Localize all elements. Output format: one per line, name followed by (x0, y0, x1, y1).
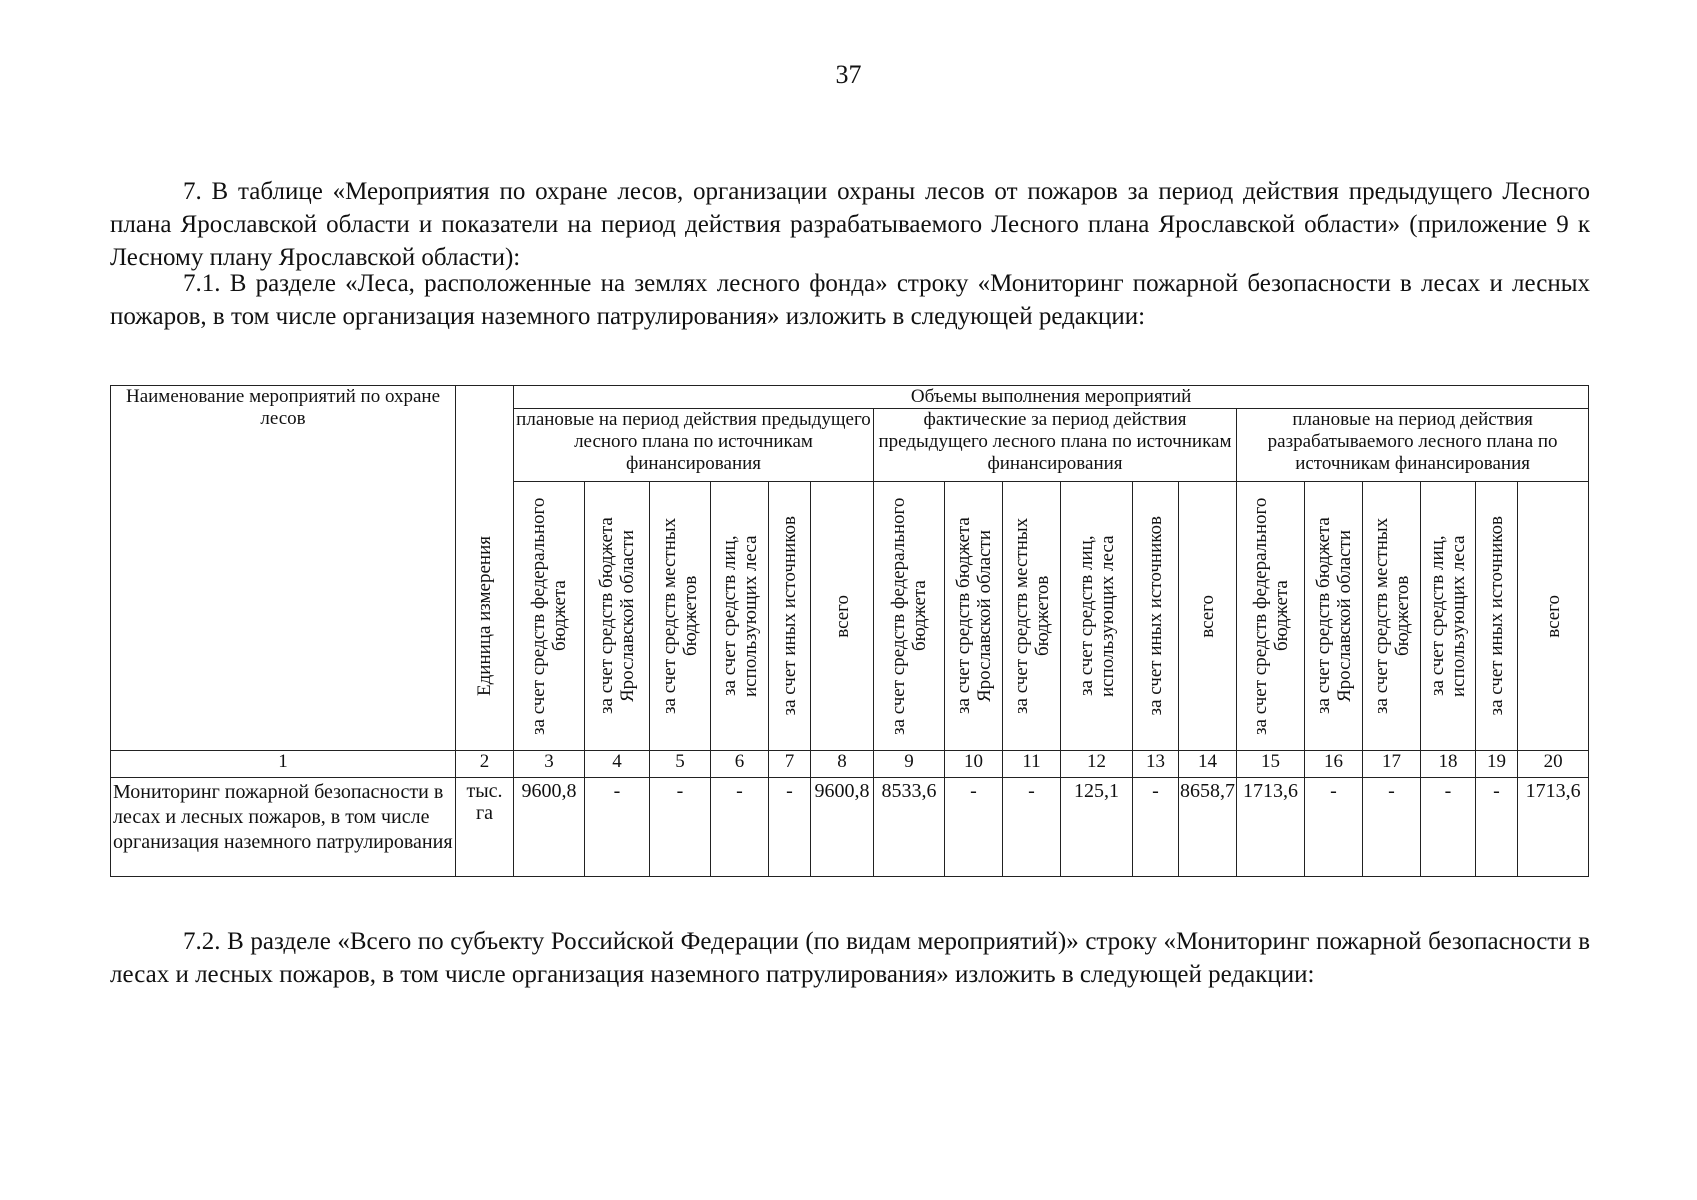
row-value: 1713,6 (1518, 778, 1589, 877)
row-value: 8533,6 (874, 778, 945, 877)
column-number: 16 (1305, 751, 1363, 778)
header-other: за счет иных источников (769, 482, 811, 751)
row-value: - (650, 778, 711, 877)
paragraph-7-text: 7. В таблице «Мероприятия по охране лесов, организации охраны лесов от пожаров за период действия предыдущего Лесного плана Ярославской области и показатели на период действия разрабатываемого Лесного плана Ярославской области» (приложение 9 к Лесному плану Ярославской области): (110, 178, 1590, 271)
header-total: всего (811, 482, 874, 751)
row-value: - (1003, 778, 1061, 877)
page-number: 37 (835, 60, 862, 89)
paragraph-7-1 (110, 267, 1590, 333)
header-forest-users: за счет средств лиц, использующих леса (1061, 482, 1133, 751)
column-number: 13 (1133, 751, 1179, 778)
column-number: 10 (945, 751, 1003, 778)
header-group-actual-previous: фактические за период действия предыдущего лесного плана по источникам финансирования (874, 409, 1237, 482)
row-value: - (945, 778, 1003, 877)
row-unit: тыс. га (456, 778, 514, 877)
column-number: 17 (1363, 751, 1421, 778)
row-value: - (1421, 778, 1476, 877)
row-value: - (585, 778, 650, 877)
header-regional: за счет средств бюджета Ярославской области (585, 482, 650, 751)
header-local: за счет средств местных бюджетов (1003, 482, 1061, 751)
paragraph-7-2 (110, 925, 1590, 991)
paragraph-7-2-text: 7.2. В разделе «Всего по субъекту Российской Федерации (по видам мероприятий)» строку «Мониторинг пожарной безопасности в лесах и лесных пожаров, в том числе организация наземного патрулирования» изложить в следующей редакции: (110, 928, 1590, 988)
column-number: 19 (1476, 751, 1518, 778)
header-total: всего (1518, 482, 1589, 751)
header-other: за счет иных источников (1476, 482, 1518, 751)
table-row (111, 778, 1589, 877)
header-federal: за счет средств федерального бюджета (874, 482, 945, 751)
row-activity-name: Мониторинг пожарной безопасности в лесах и лесных пожаров, в том числе организация наземного патрулирования (111, 778, 456, 877)
header-activity-name: Наименование мероприятий по охране лесов (111, 386, 456, 751)
paragraph-7-1-text: 7.1. В разделе «Леса, расположенные на землях лесного фонда» строку «Мониторинг пожарной безопасности в лесах и лесных пожаров, в том числе организация наземного патрулирования» изложить в следующей редакции: (110, 270, 1590, 330)
header-group-planned-previous: плановые на период действия предыдущего лесного плана по источникам финансирования (514, 409, 874, 482)
header-local: за счет средств местных бюджетов (650, 482, 711, 751)
header-regional: за счет средств бюджета Ярославской области (945, 482, 1003, 751)
row-value: 9600,8 (811, 778, 874, 877)
column-number: 6 (711, 751, 769, 778)
header-other: за счет иных источников (1133, 482, 1179, 751)
column-number: 14 (1179, 751, 1237, 778)
column-number: 8 (811, 751, 874, 778)
measures-table (110, 385, 1589, 877)
header-forest-users: за счет средств лиц, использующих леса (711, 482, 769, 751)
header-unit-text: Единица измерения (474, 536, 495, 696)
header-regional: за счет средств бюджета Ярославской области (1305, 482, 1363, 751)
column-number: 7 (769, 751, 811, 778)
column-number: 2 (456, 751, 514, 778)
row-value: - (1363, 778, 1421, 877)
header-local: за счет средств местных бюджетов (1363, 482, 1421, 751)
header-total: всего (1179, 482, 1237, 751)
column-number: 1 (111, 751, 456, 778)
row-value: - (769, 778, 811, 877)
row-value: 9600,8 (514, 778, 585, 877)
column-number: 9 (874, 751, 945, 778)
column-number: 15 (1237, 751, 1305, 778)
header-volumes: Объемы выполнения мероприятий (514, 386, 1589, 409)
row-value: 1713,6 (1237, 778, 1305, 877)
header-unit (456, 386, 514, 751)
column-number: 3 (514, 751, 585, 778)
column-number: 5 (650, 751, 711, 778)
header-federal: за счет средств федерального бюджета (1237, 482, 1305, 751)
column-number: 4 (585, 751, 650, 778)
column-number: 18 (1421, 751, 1476, 778)
column-number: 12 (1061, 751, 1133, 778)
column-number: 11 (1003, 751, 1061, 778)
header-federal: за счет средств федерального бюджета (514, 482, 585, 751)
row-value: - (1476, 778, 1518, 877)
header-group-planned-new: плановые на период действия разрабатываемого лесного плана по источникам финансирования (1237, 409, 1589, 482)
column-numbers-row (111, 751, 1589, 778)
paragraph-7 (110, 175, 1590, 274)
row-value: 8658,7 (1179, 778, 1237, 877)
row-value: - (1305, 778, 1363, 877)
row-value: - (711, 778, 769, 877)
row-value: - (1133, 778, 1179, 877)
row-value: 125,1 (1061, 778, 1133, 877)
column-number: 20 (1518, 751, 1589, 778)
header-forest-users: за счет средств лиц, использующих леса (1421, 482, 1476, 751)
